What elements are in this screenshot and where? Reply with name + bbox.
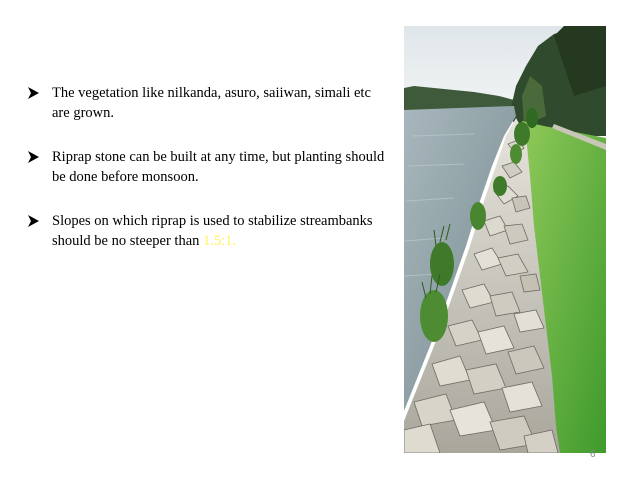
arrow-bullet-icon — [26, 150, 40, 164]
riverbank-photo-illustration — [404, 26, 606, 453]
slope-ratio-highlight: 1.5:1. — [203, 233, 237, 249]
arrow-bullet-icon — [26, 86, 40, 100]
bullet-text: The vegetation like nilkanda, asuro, saiiwan, simali etc are grown. — [52, 85, 371, 121]
bullet-list — [26, 83, 386, 251]
bullet-item — [26, 83, 386, 123]
bullet-item — [26, 147, 386, 187]
page-number: 6 — [590, 449, 596, 460]
riverbank-riprap-photo — [404, 26, 606, 453]
bullet-text: Riprap stone can be built at any time, but planting should be done before monsoon. — [52, 149, 385, 185]
bullet-text: Slopes on which riprap is used to stabilize streambanks should be no steeper than — [52, 213, 373, 249]
arrow-bullet-icon — [26, 214, 40, 228]
bullet-item — [26, 211, 386, 251]
